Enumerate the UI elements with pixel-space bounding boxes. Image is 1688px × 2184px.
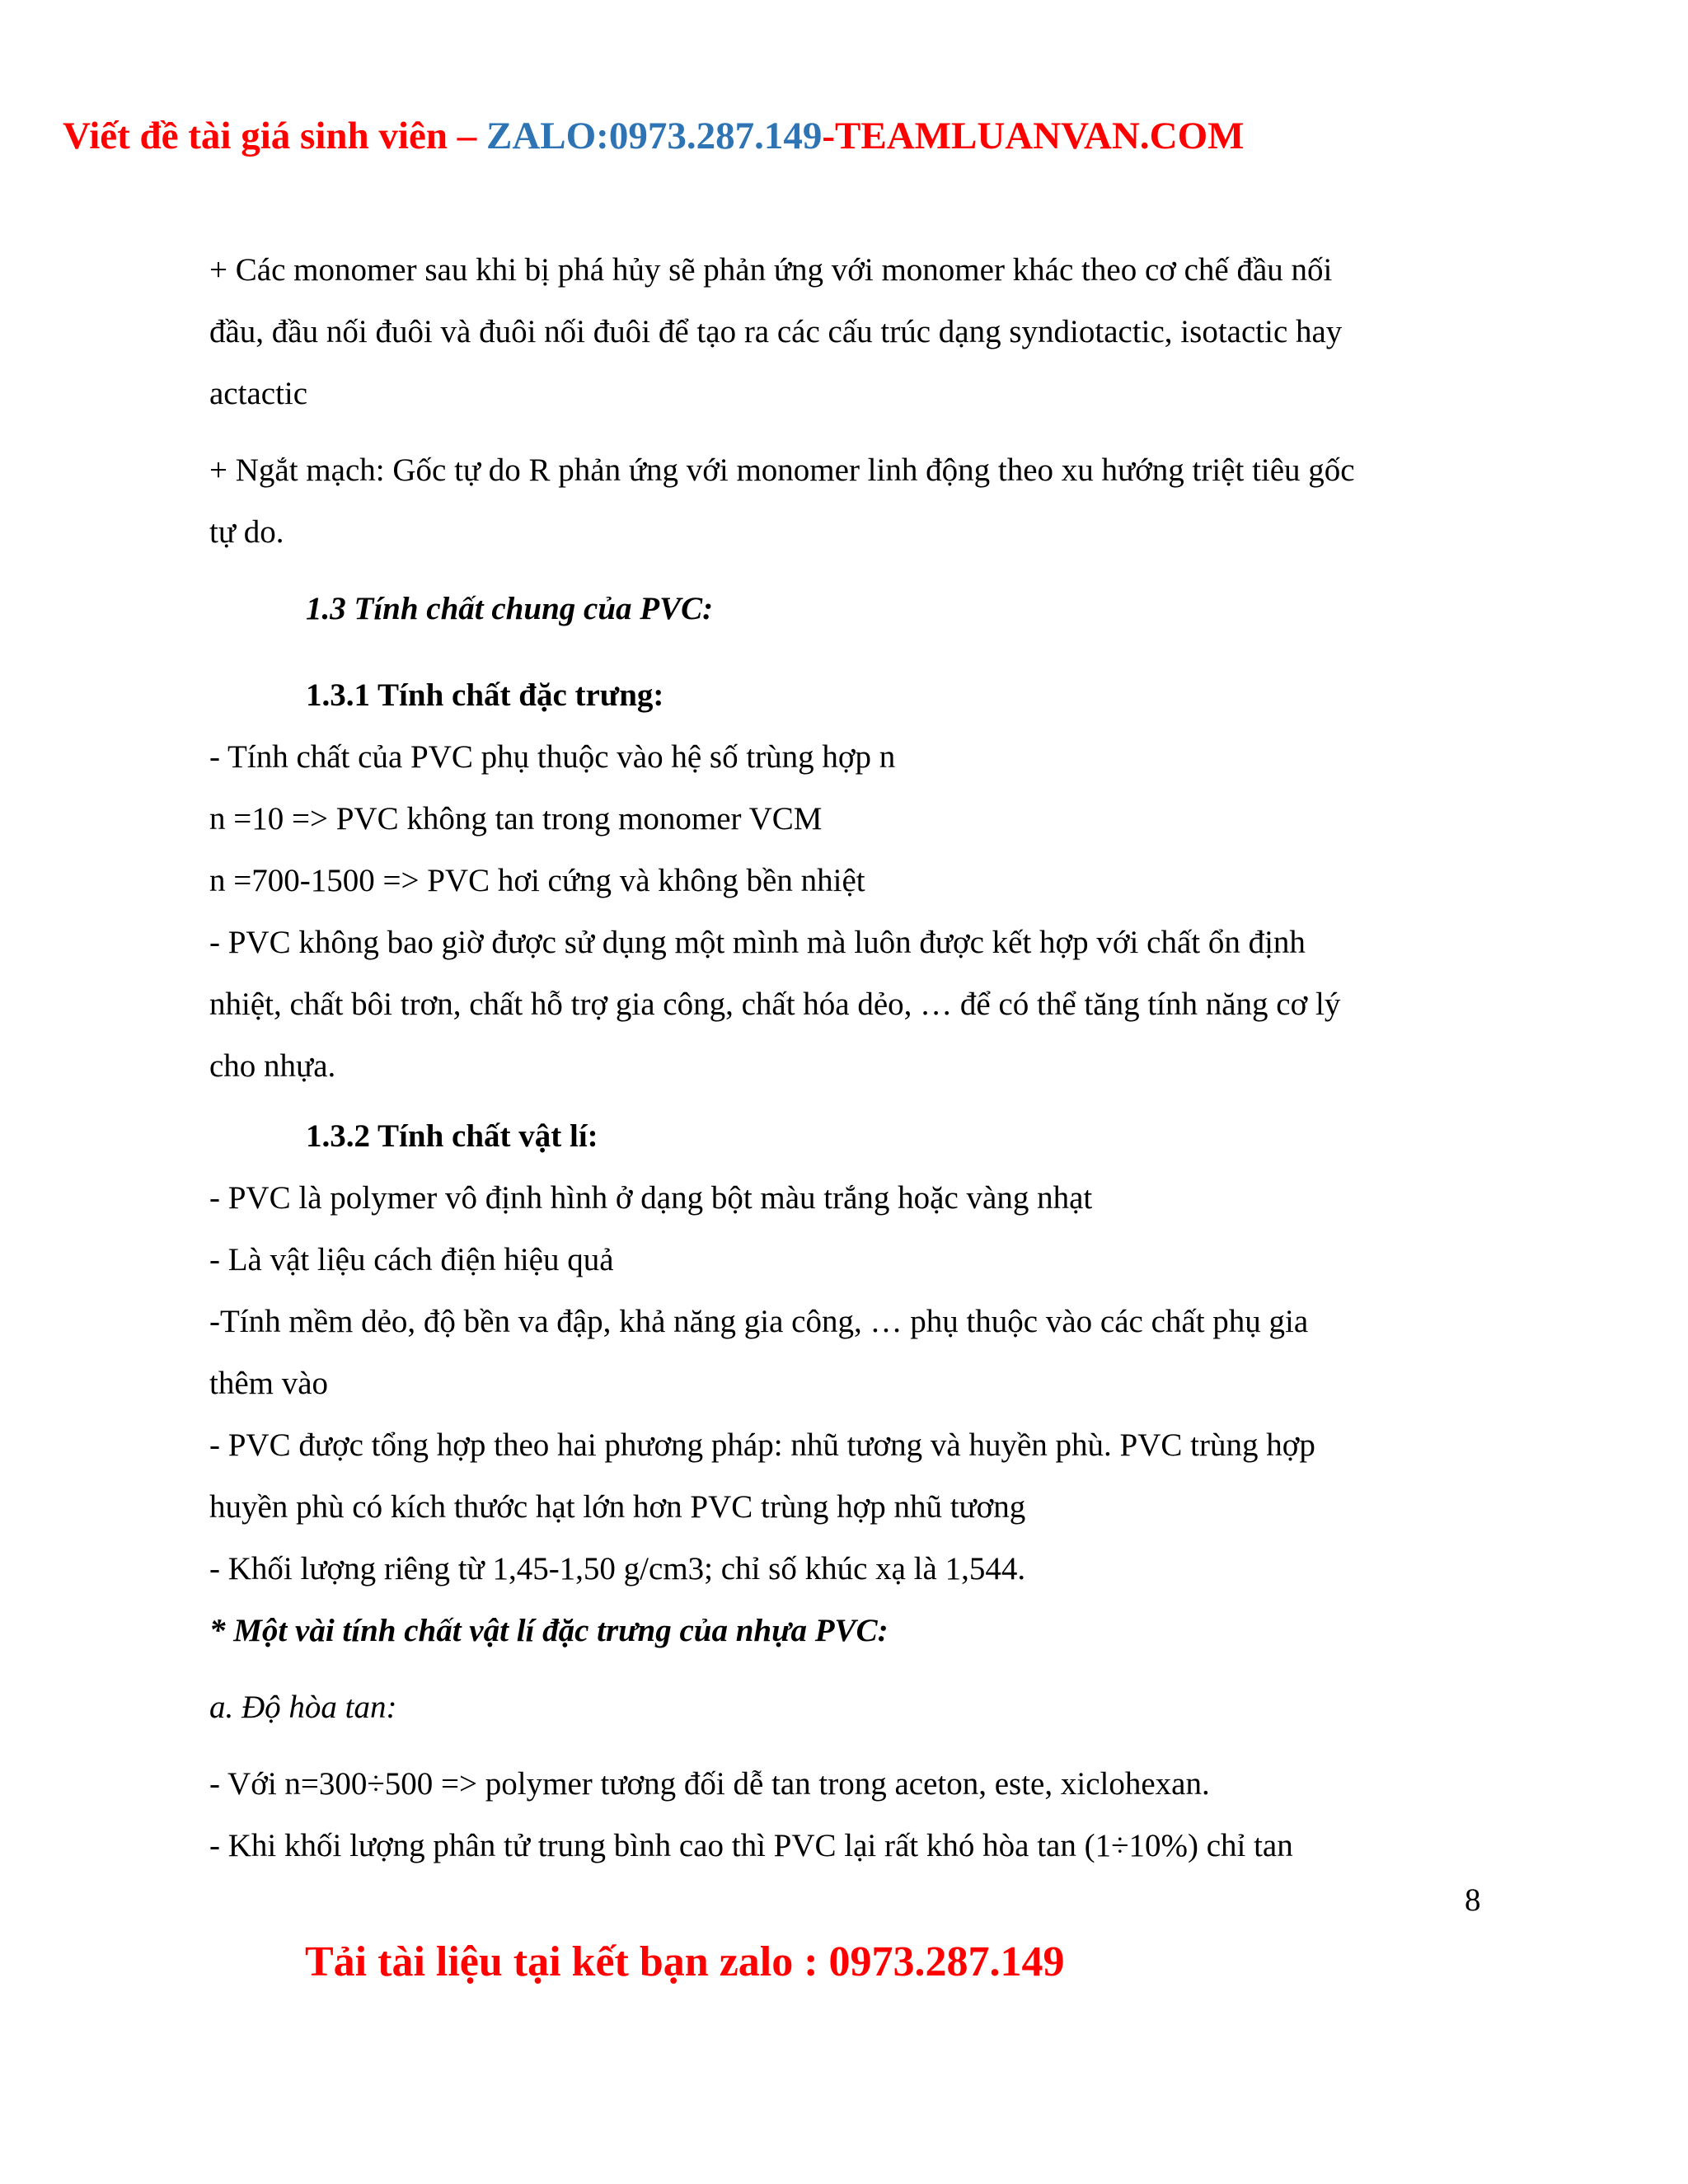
- paragraph-line: cho nhựa.: [209, 1048, 336, 1084]
- paragraph-line: + Các monomer sau khi bị phá hủy sẽ phản ứng với monomer khác theo cơ chế đầu nối: [209, 252, 1333, 288]
- paragraph-line: - Với n=300÷500 => polymer tương đối dễ tan trong aceton, este, xiclohexan.: [209, 1766, 1210, 1802]
- paragraph-line: actactic: [209, 376, 308, 411]
- paragraph-line: - PVC không bao giờ được sử dụng một mình mà luôn được kết hợp với chất ổn định: [209, 925, 1306, 960]
- paragraph-line: tự do.: [209, 514, 284, 550]
- paragraph-line: - Khối lượng riêng từ 1,45-1,50 g/cm3; chỉ số khúc xạ là 1,544.: [209, 1551, 1026, 1586]
- paragraph-line: n =10 => PVC không tan trong monomer VCM: [209, 801, 823, 837]
- paragraph-line: nhiệt, chất bôi trơn, chất hỗ trợ gia công, chất hóa dẻo, … để có thể tăng tính năng cơ lý: [209, 987, 1341, 1022]
- subsection-label: a. Độ hòa tan:: [209, 1690, 397, 1725]
- header-site-name: -TEAMLUANVAN.COM: [822, 115, 1245, 157]
- footer-banner: Tải tài liệu tại kết bạn zalo : 0973.287.149: [305, 1938, 1065, 1985]
- page-number: 8: [1465, 1882, 1481, 1918]
- paragraph-line: - Khi khối lượng phân tử trung bình cao thì PVC lại rất khó hòa tan (1÷10%) chỉ tan: [209, 1828, 1293, 1863]
- header-text-red: Viết đề tài giá sinh viên –: [63, 115, 486, 157]
- header-banner: [63, 114, 1245, 158]
- paragraph-line: - PVC là polymer vô định hình ở dạng bột màu trắng hoặc vàng nhạt: [209, 1180, 1093, 1216]
- section-heading-1-3-1: 1.3.1 Tính chất đặc trưng:: [306, 677, 664, 713]
- paragraph-line: n =700-1500 => PVC hơi cứng và không bền nhiệt: [209, 863, 865, 898]
- section-heading-1-3: 1.3 Tính chất chung của PVC:: [306, 591, 714, 626]
- subsection-title: * Một vài tính chất vật lí đặc trưng của nhựa PVC:: [209, 1613, 889, 1648]
- paragraph-line: - Tính chất của PVC phụ thuộc vào hệ số trùng hợp n: [209, 739, 896, 775]
- paragraph-line: huyền phù có kích thước hạt lớn hơn PVC trùng hợp nhũ tương: [209, 1489, 1026, 1525]
- paragraph-line: - PVC được tổng hợp theo hai phương pháp: nhũ tương và huyền phù. PVC trùng hợp: [209, 1427, 1315, 1463]
- section-heading-1-3-2: 1.3.2 Tính chất vật lí:: [306, 1118, 598, 1154]
- paragraph-line: đầu, đầu nối đuôi và đuôi nối đuôi để tạo ra các cấu trúc dạng syndiotactic, isotactic hay: [209, 314, 1343, 349]
- paragraph-line: -Tính mềm dẻo, độ bền va đập, khả năng gia công, … phụ thuộc vào các chất phụ gia: [209, 1304, 1309, 1339]
- paragraph-line: + Ngắt mạch: Gốc tự do R phản ứng với monomer linh động theo xu hướng triệt tiêu gốc: [209, 452, 1355, 488]
- document-body: [209, 239, 1495, 1877]
- paragraph-line: thêm vào: [209, 1366, 329, 1401]
- paragraph-line: - Là vật liệu cách điện hiệu quả: [209, 1242, 614, 1277]
- header-zalo-link: ZALO:0973.287.149: [485, 115, 823, 157]
